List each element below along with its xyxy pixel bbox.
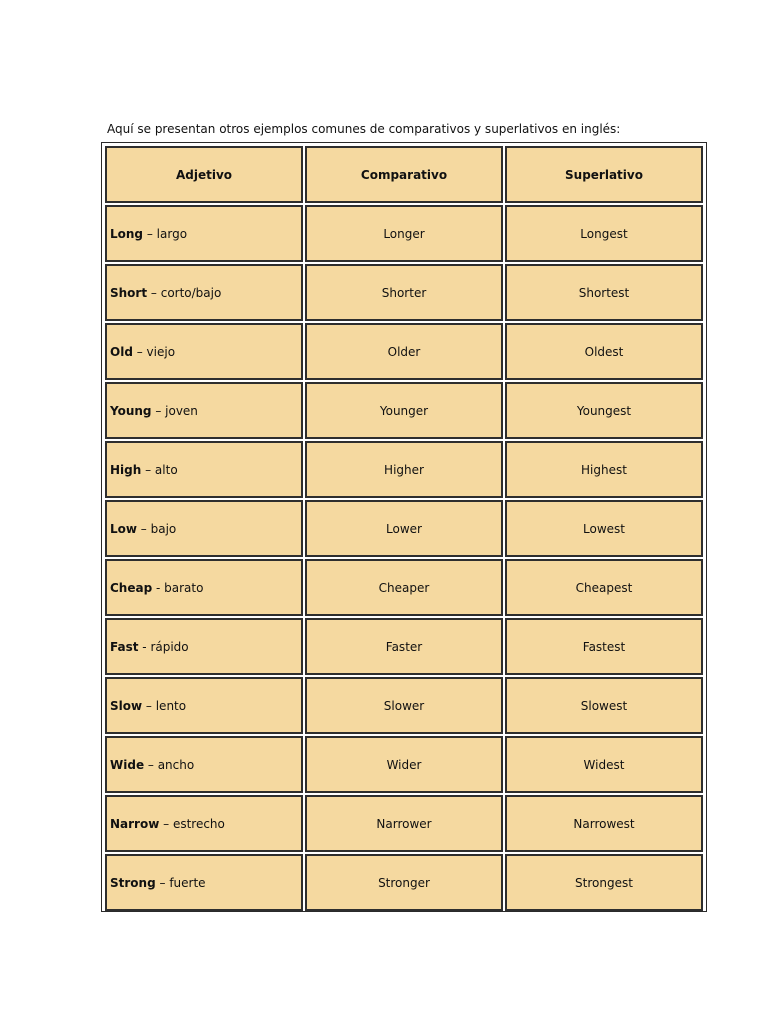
adjective-word: Slow [110,698,143,713]
table-row [105,264,703,321]
table-row [105,795,703,852]
adjective-cell [105,382,303,439]
superlative-cell: Narrowest [505,795,703,852]
comparative-cell: Wider [305,736,503,793]
adjective-cell [105,500,303,557]
superlative-cell: Youngest [505,382,703,439]
adjective-cell [105,677,303,734]
adjectives-table [103,144,705,913]
adjective-cell [105,618,303,675]
comparative-cell: Higher [305,441,503,498]
comparative-cell: Narrower [305,795,503,852]
header-superlativo: Superlativo [505,146,703,203]
table-row [105,559,703,616]
adjective-word: Young [110,403,152,418]
adjective-translation: – fuerte [155,875,206,890]
adjective-translation: – bajo [136,521,177,536]
adjective-cell [105,795,303,852]
header-comparativo: Comparativo [305,146,503,203]
adjective-word: Narrow [110,816,160,831]
superlative-cell: Lowest [505,500,703,557]
adjective-translation: – viejo [132,344,176,359]
table-row [105,500,703,557]
table-header-row [105,146,703,203]
adjective-cell [105,559,303,616]
comparative-cell: Older [305,323,503,380]
adjective-translation: – lento [142,698,187,713]
adjective-cell [105,736,303,793]
table-row [105,323,703,380]
superlative-cell: Highest [505,441,703,498]
adjective-word: Wide [110,757,145,772]
adjective-word: Short [110,285,148,300]
comparative-cell: Younger [305,382,503,439]
adjective-translation: – estrecho [159,816,225,831]
adjectives-table-frame [101,142,707,912]
adjective-cell [105,323,303,380]
comparative-cell: Faster [305,618,503,675]
superlative-cell: Oldest [505,323,703,380]
comparative-cell: Slower [305,677,503,734]
adjective-cell [105,441,303,498]
adjective-word: Low [110,521,137,536]
comparative-cell: Longer [305,205,503,262]
adjective-cell [105,854,303,911]
adjective-translation: – ancho [144,757,195,772]
table-row [105,854,703,911]
adjective-translation: – joven [151,403,198,418]
adjective-word: High [110,462,142,477]
superlative-cell: Strongest [505,854,703,911]
adjective-word: Strong [110,875,156,890]
adjective-translation: - barato [152,580,204,595]
adjective-word: Long [110,226,144,241]
adjective-word: Old [110,344,133,359]
table-row [105,736,703,793]
table-row [105,677,703,734]
adjective-translation: – corto/bajo [147,285,222,300]
comparative-cell: Shorter [305,264,503,321]
intro-paragraph: Aquí se presentan otros ejemplos comunes de comparativos y superlativos en inglés: [107,122,621,136]
comparative-cell: Stronger [305,854,503,911]
superlative-cell: Fastest [505,618,703,675]
table-row [105,441,703,498]
adjective-translation: – largo [143,226,188,241]
table-row [105,618,703,675]
adjective-translation: – alto [141,462,178,477]
superlative-cell: Shortest [505,264,703,321]
adjective-cell [105,205,303,262]
superlative-cell: Slowest [505,677,703,734]
table-row [105,205,703,262]
superlative-cell: Cheapest [505,559,703,616]
adjective-cell [105,264,303,321]
superlative-cell: Widest [505,736,703,793]
table-row [105,382,703,439]
adjective-word: Fast [110,639,139,654]
comparative-cell: Lower [305,500,503,557]
adjective-word: Cheap [110,580,153,595]
superlative-cell: Longest [505,205,703,262]
header-adjetivo: Adjetivo [105,146,303,203]
comparative-cell: Cheaper [305,559,503,616]
adjective-translation: - rápido [138,639,189,654]
